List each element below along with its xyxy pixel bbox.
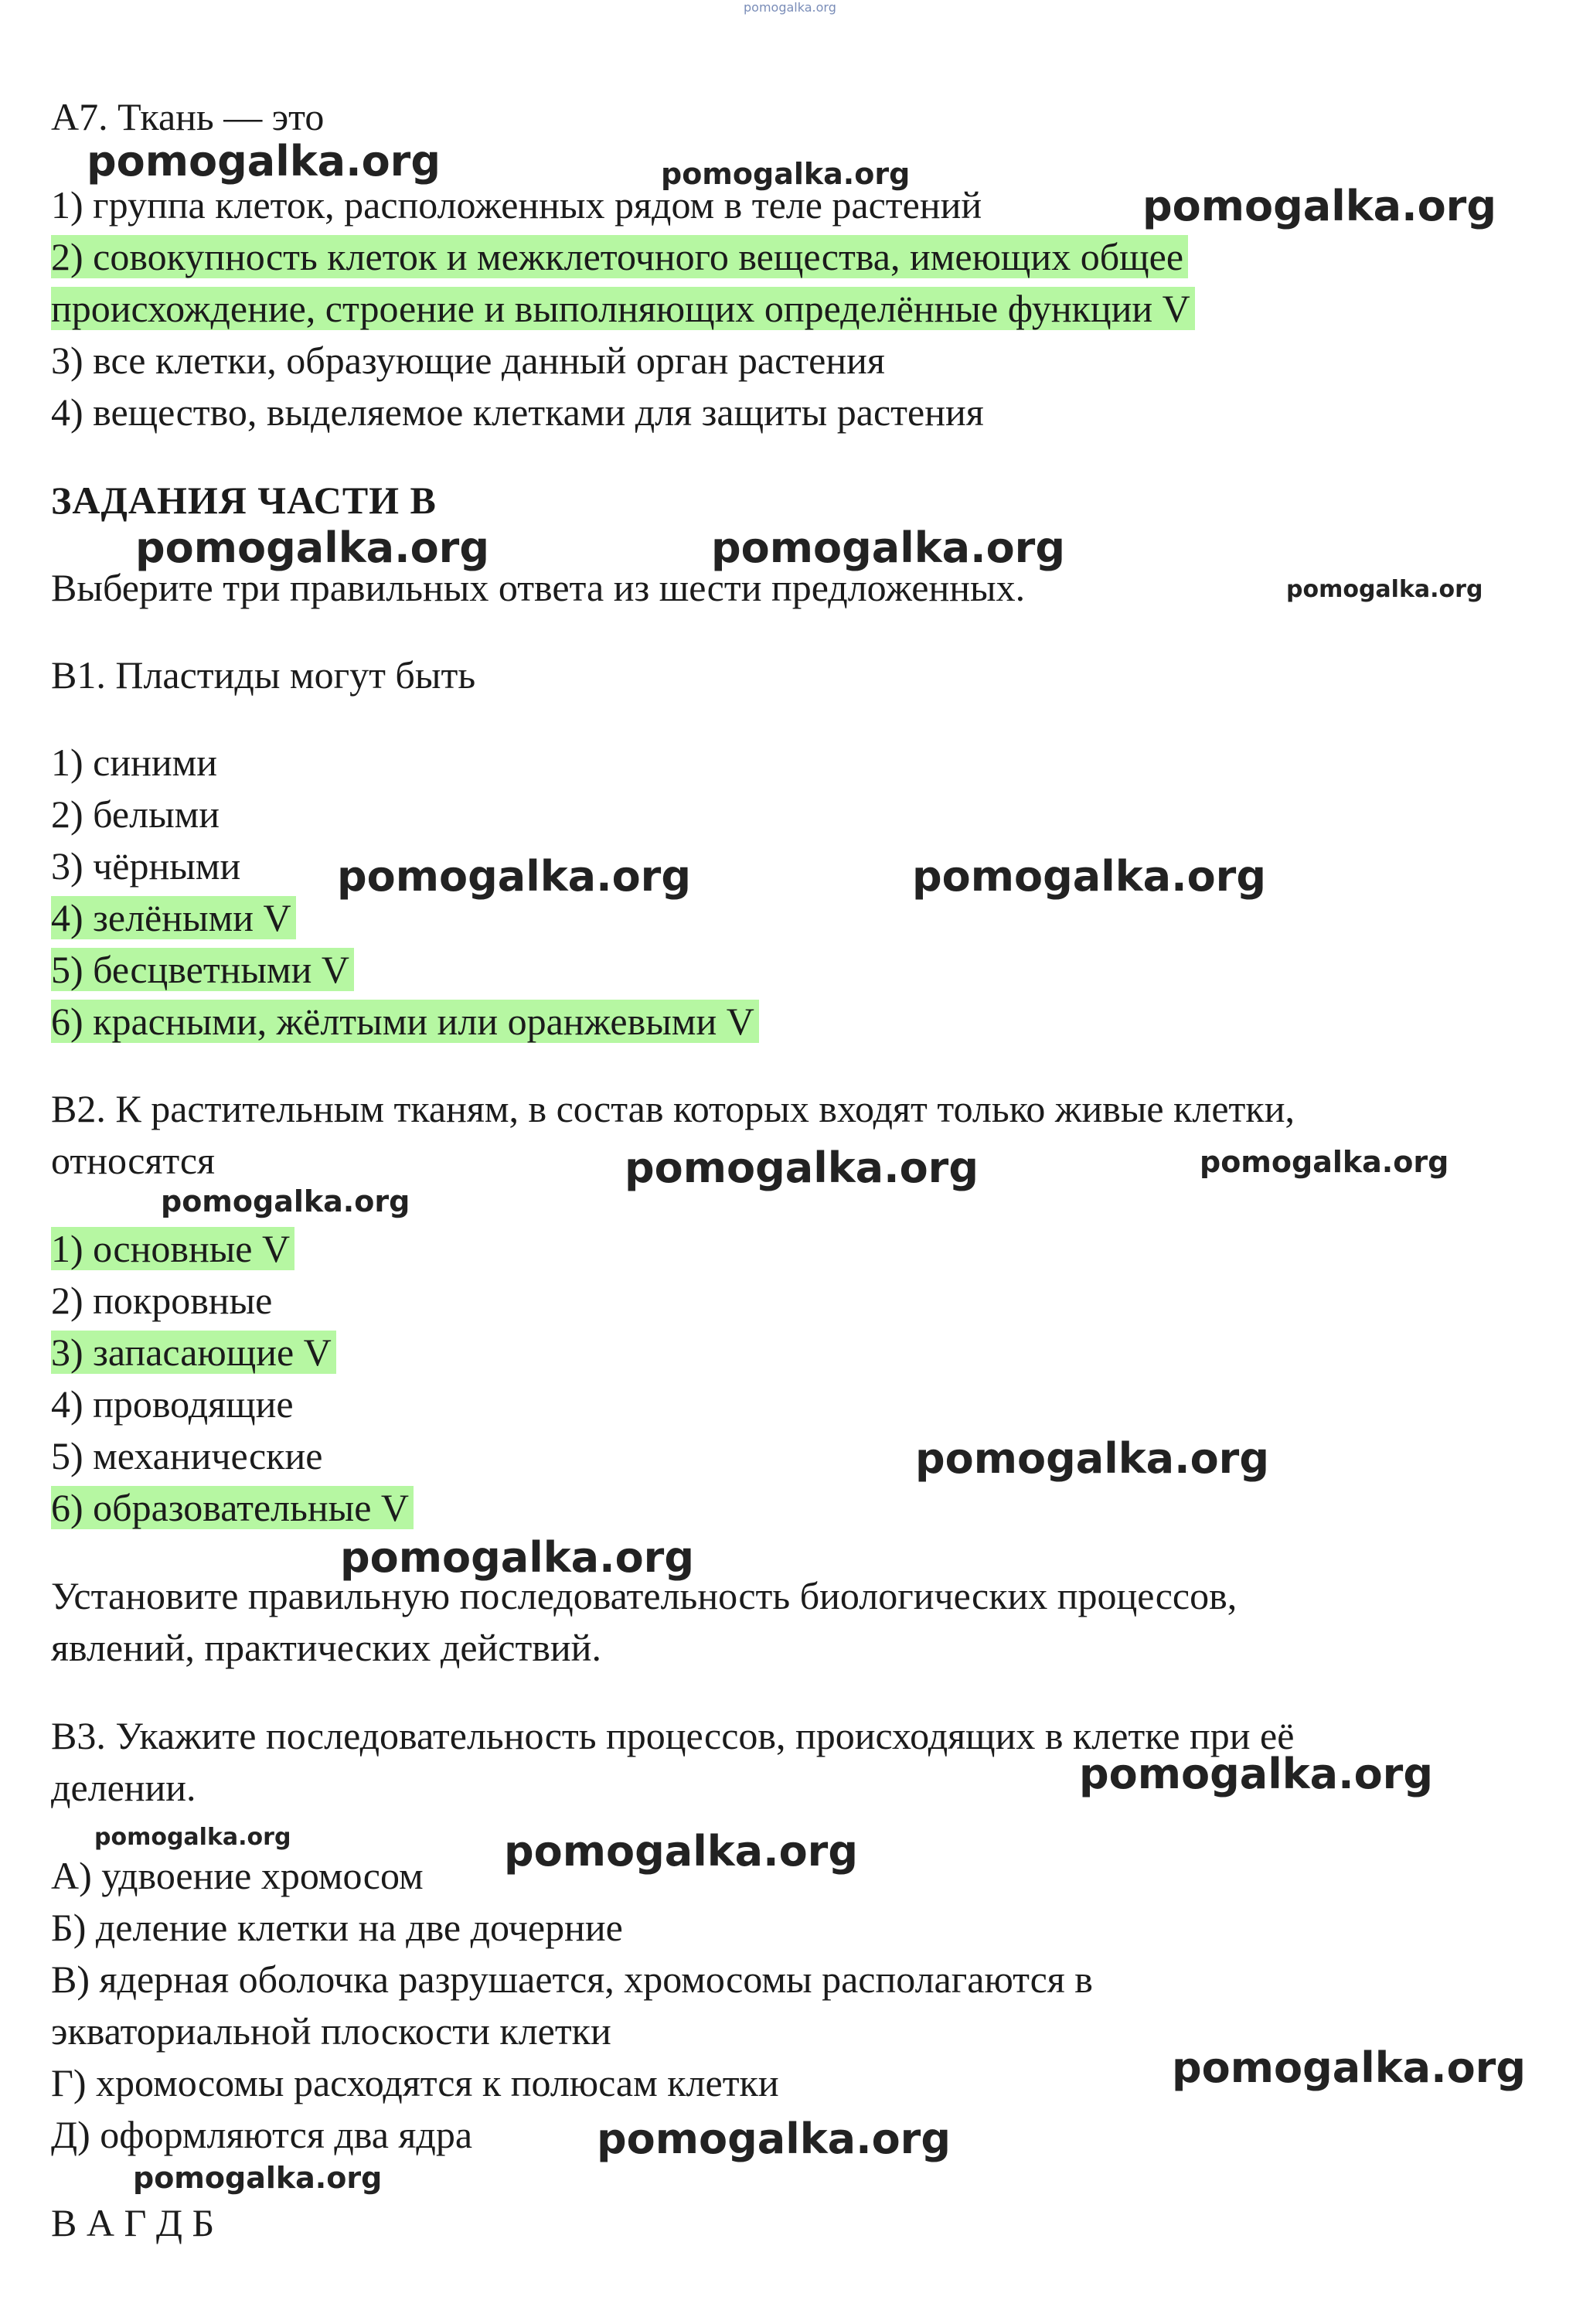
part-b-heading: ЗАДАНИЯ ЧАСТИ В [51,479,437,522]
option-b2-2: 2) покровные [51,1279,273,1322]
watermark: pomogalka.org [161,1184,410,1218]
option-b1-1: 1) синими [51,741,218,784]
option-b2-4: 4) проводящие [51,1382,294,1426]
watermark: pomogalka.org [1079,1750,1433,1798]
watermark: pomogalka.org [1200,1145,1449,1179]
watermark: pomogalka.org [915,1434,1269,1483]
option-b3-g: Г) хромосомы расходятся к полюсам клетки [51,2061,779,2104]
watermark: pomogalka.org [744,0,836,15]
watermark: pomogalka.org [337,852,691,901]
watermark: pomogalka.org [597,2114,951,2163]
option-a7-4: 4) вещество, выделяемое клетками для защиты растения [51,390,984,434]
option-a7-2-correct: 2) совокупность клеток и межклеточного вещества, имеющих общее [51,235,1188,278]
option-b2-1-correct: 1) основные V [51,1227,294,1270]
option-b3-b: Б) деление клетки на две дочерние [51,1906,623,1949]
watermark: pomogalka.org [133,2161,383,2195]
watermark: pomogalka.org [87,137,441,186]
watermark: pomogalka.org [135,523,489,572]
option-b1-4-correct: 4) зелёными V [51,896,296,939]
watermark: pomogalka.org [94,1824,291,1851]
sequence-instruction-line2: явлений, практических действий. [51,1626,601,1669]
watermark: pomogalka.org [504,1827,858,1876]
question-b3-line1: В3. Укажите последовательность процессов, происходящих в клетке при её [51,1714,1295,1757]
option-b1-2: 2) белыми [51,792,220,836]
question-b2-line2: относятся [51,1139,216,1182]
watermark: pomogalka.org [625,1143,979,1192]
question-a7: А7. Ткань — это [51,95,325,138]
option-b3-d: Д) оформляются два ядра [51,2113,473,2156]
question-b3-line2: делении. [51,1766,196,1809]
option-a7-3: 3) все клетки, образующие данный орган растения [51,339,885,382]
watermark: pomogalka.org [1142,182,1496,230]
watermark: pomogalka.org [912,852,1266,901]
watermark: pomogalka.org [711,523,1065,572]
option-b3-v-continued: экваториальной плоскости клетки [51,2009,611,2053]
sequence-instruction-line1: Установите правильную последовательность биологических процессов, [51,1574,1237,1617]
part-b-instruction: Выберите три правильных ответа из шести предложенных. [51,566,1026,609]
watermark: pomogalka.org [1286,576,1483,603]
option-b1-3: 3) чёрными [51,844,241,888]
watermark: pomogalka.org [340,1533,694,1582]
option-b1-5-correct: 5) бесцветными V [51,948,354,991]
option-b1-6-correct: 6) красными, жёлтыми или оранжевыми V [51,1000,759,1043]
option-b2-5: 5) механические [51,1434,323,1477]
question-b2-line1: В2. К растительным тканям, в состав которых входят только живые клетки, [51,1087,1295,1130]
option-b3-v: В) ядерная оболочка разрушается, хромосомы располагаются в [51,1958,1093,2001]
watermark: pomogalka.org [661,157,911,191]
option-a7-2-continued: происхождение, строение и выполняющих определённые функции V [51,287,1195,330]
answer-b3: В А Г Д Б [51,2201,215,2244]
option-b2-3-correct: 3) запасающие V [51,1331,336,1374]
question-b1: В1. Пластиды могут быть [51,653,476,697]
option-a7-1: 1) группа клеток, расположенных рядом в теле растений [51,183,982,227]
watermark: pomogalka.org [1172,2043,1526,2092]
option-b3-a: А) удвоение хромосом [51,1854,424,1897]
option-b2-6-correct: 6) образовательные V [51,1486,414,1529]
